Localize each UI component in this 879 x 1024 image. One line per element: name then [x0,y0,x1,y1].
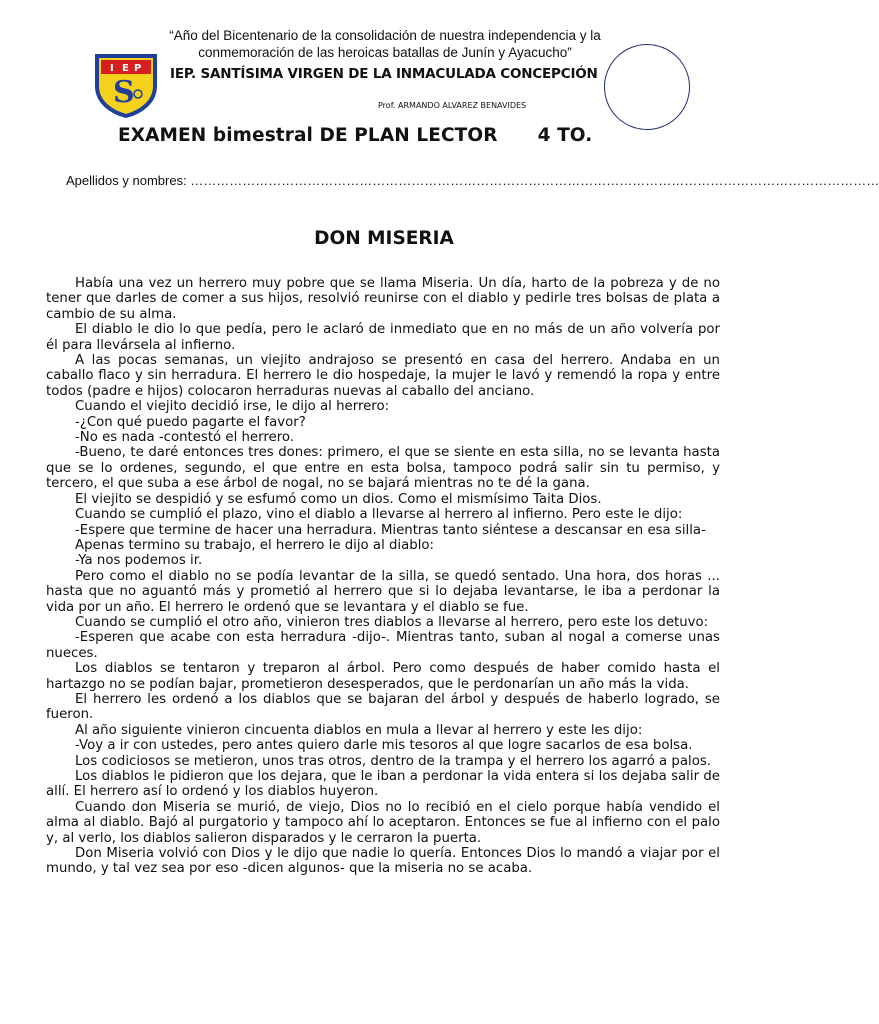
logo-monogram: S [113,75,135,110]
story-paragraph: -¿Con qué puedo pagarte el favor? [75,414,306,430]
name-label: Apellidos y nombres: [66,173,187,188]
story-paragraph: A las pocas semanas, un viejito andrajoso se presentó en casa del herrero. Andaba en un caballo flaco y sin herradura. El herrero le dio hospedaje, la mujer le lavó y remendó la ropa y entre todos (padre e hijos) colocaron herraduras nuevas al caballo del anciano. [46,353,720,399]
school-name: IEP. SANTÍSIMA VIRGEN DE LA INMACULADA CONCEPCIÓN [170,66,598,82]
header-motto [120,27,650,61]
story-paragraph: Cuando se cumplió el otro año, vinieron tres diablos a llevarse al herrero, pero este los detuvo: [75,614,709,630]
story-paragraph: El viejito se despidió y se esfumó como un dios. Como el mismísimo Taita Dios. [75,491,602,507]
story-paragraph: Cuando se cumplió el plazo, vino el diablo a llevarse al herrero al infierno. Pero este le dijo: [75,507,683,523]
student-name-line[interactable] [66,173,879,188]
story-title: DON MISERIA [314,228,454,249]
story-paragraph: El diablo le dio lo que pedía, pero le aclaró de inmediato que en no más de un año volvería por él para llevársela al infierno. [46,322,720,353]
story-paragraph: Don Miseria volvió con Dios y le dijo que nadie lo quería. Entonces Dios lo mandó a viajar por el mundo, y tal vez sea por eso -dicen algunos- que la miseria no se acaba. [46,846,720,877]
motto-line-1: “Año del Bicentenario de la consolidación de nuestra independencia y la [169,28,601,43]
story-paragraph: Había una vez un herrero muy pobre que se llama Miseria. Un día, harto de la pobreza y de no tener que darles de comer a sus hijos, resolvió reunirse con el diablo y pedirle tres bolsas de plata a cambio de su alma. [46,276,720,322]
teacher-name: Prof. ARMANDO ALVAREZ BENAVIDES [378,101,527,110]
logo-letter-i: I [110,63,114,74]
school-crest-logo [93,52,159,118]
story-paragraph: Los codiciosos se metieron, unos tras otros, dentro de la trampa y el herrero los agarró a palos. [75,753,711,769]
exam-title [118,125,592,146]
name-blank[interactable]: …………………………………………………………………………………………………………………………………………… [190,173,879,188]
logo-letter-p: P [134,63,142,74]
story-paragraph: -Voy a ir con ustedes, pero antes quiero darle mis tesoros al que logre sacarlos de esa bolsa. [75,738,693,754]
story-paragraph: Cuando el viejito decidió irse, le dijo al herrero: [75,399,390,415]
story-paragraph: -Bueno, te daré entonces tres dones: primero, el que se siente en esta silla, no se levanta hasta que se lo ordenes, segundo, el que entre en esta bolsa, tampoco podrá salir sin tu permiso, y tercero, el que suba a ese árbol de nogal, no se bajará mientras no te dé la gana. [46,445,720,492]
story-paragraph: Los diablos le pidieron que los dejara, que le iban a perdonar la vida entera si los dejaba salir de allí. El herrero así lo ordenó y los diablos huyeron. [46,769,720,800]
story-paragraph: -Esperen que acabe con esta herradura -dijo-. Mientras tanto, suban al nogal a comerse unas nueces. [46,630,720,661]
exam-grade: 4 TO. [537,125,593,146]
grade-circle [604,44,690,130]
story-paragraph: -No es nada -contestó el herrero. [75,430,295,446]
story-body [46,276,720,877]
motto-line-2: conmemoración de las heroicas batallas de Junín y Ayacucho” [198,45,572,60]
story-paragraph: -Espere que termine de hacer una herradura. Mientras tanto siéntese a descansar en esa silla- [75,522,706,538]
story-paragraph: Los diablos se tentaron y treparon al árbol. Pero como después de haber comido hasta el hartazgo no se podían bajar, prometieron desesperados, que le perdonarían un año más la vida. [46,661,720,692]
story-paragraph: Cuando don Miseria se murió, de viejo, Dios no lo recibió en el cielo porque había vendido el alma al diablo. Bajó al purgatorio y tampoco ahí lo aceptaron. Entonces se fue al infierno con el palo y, al verlo, los diablos salieron disparados y le cerraron la puerta. [46,799,720,846]
story-paragraph: Al año siguiente vinieron cincuenta diablos en mula a llevar al herrero y este les dijo: [75,722,643,738]
story-paragraph: El herrero les ordenó a los diablos que se bajaran del árbol y después de haberlo logrado, se fueron. [46,691,720,723]
exam-title-text: EXAMEN bimestral DE PLAN LECTOR [118,125,498,146]
story-paragraph: Pero como el diablo no se podía levantar de la silla, se quedó sentado. Una hora, dos horas ... hasta que no aguantó más y prometió al herrero que si lo dejaba levantarse, le iba a perdonar la vida por un año. El herrero le ordenó que se levantara y el diablo se fue. [46,568,720,615]
story-paragraph: Apenas termino su trabajo, el herrero le dijo al diablo: [75,537,435,553]
story-paragraph: -Ya nos podemos ir. [75,553,203,569]
logo-letter-e: E [122,63,129,74]
